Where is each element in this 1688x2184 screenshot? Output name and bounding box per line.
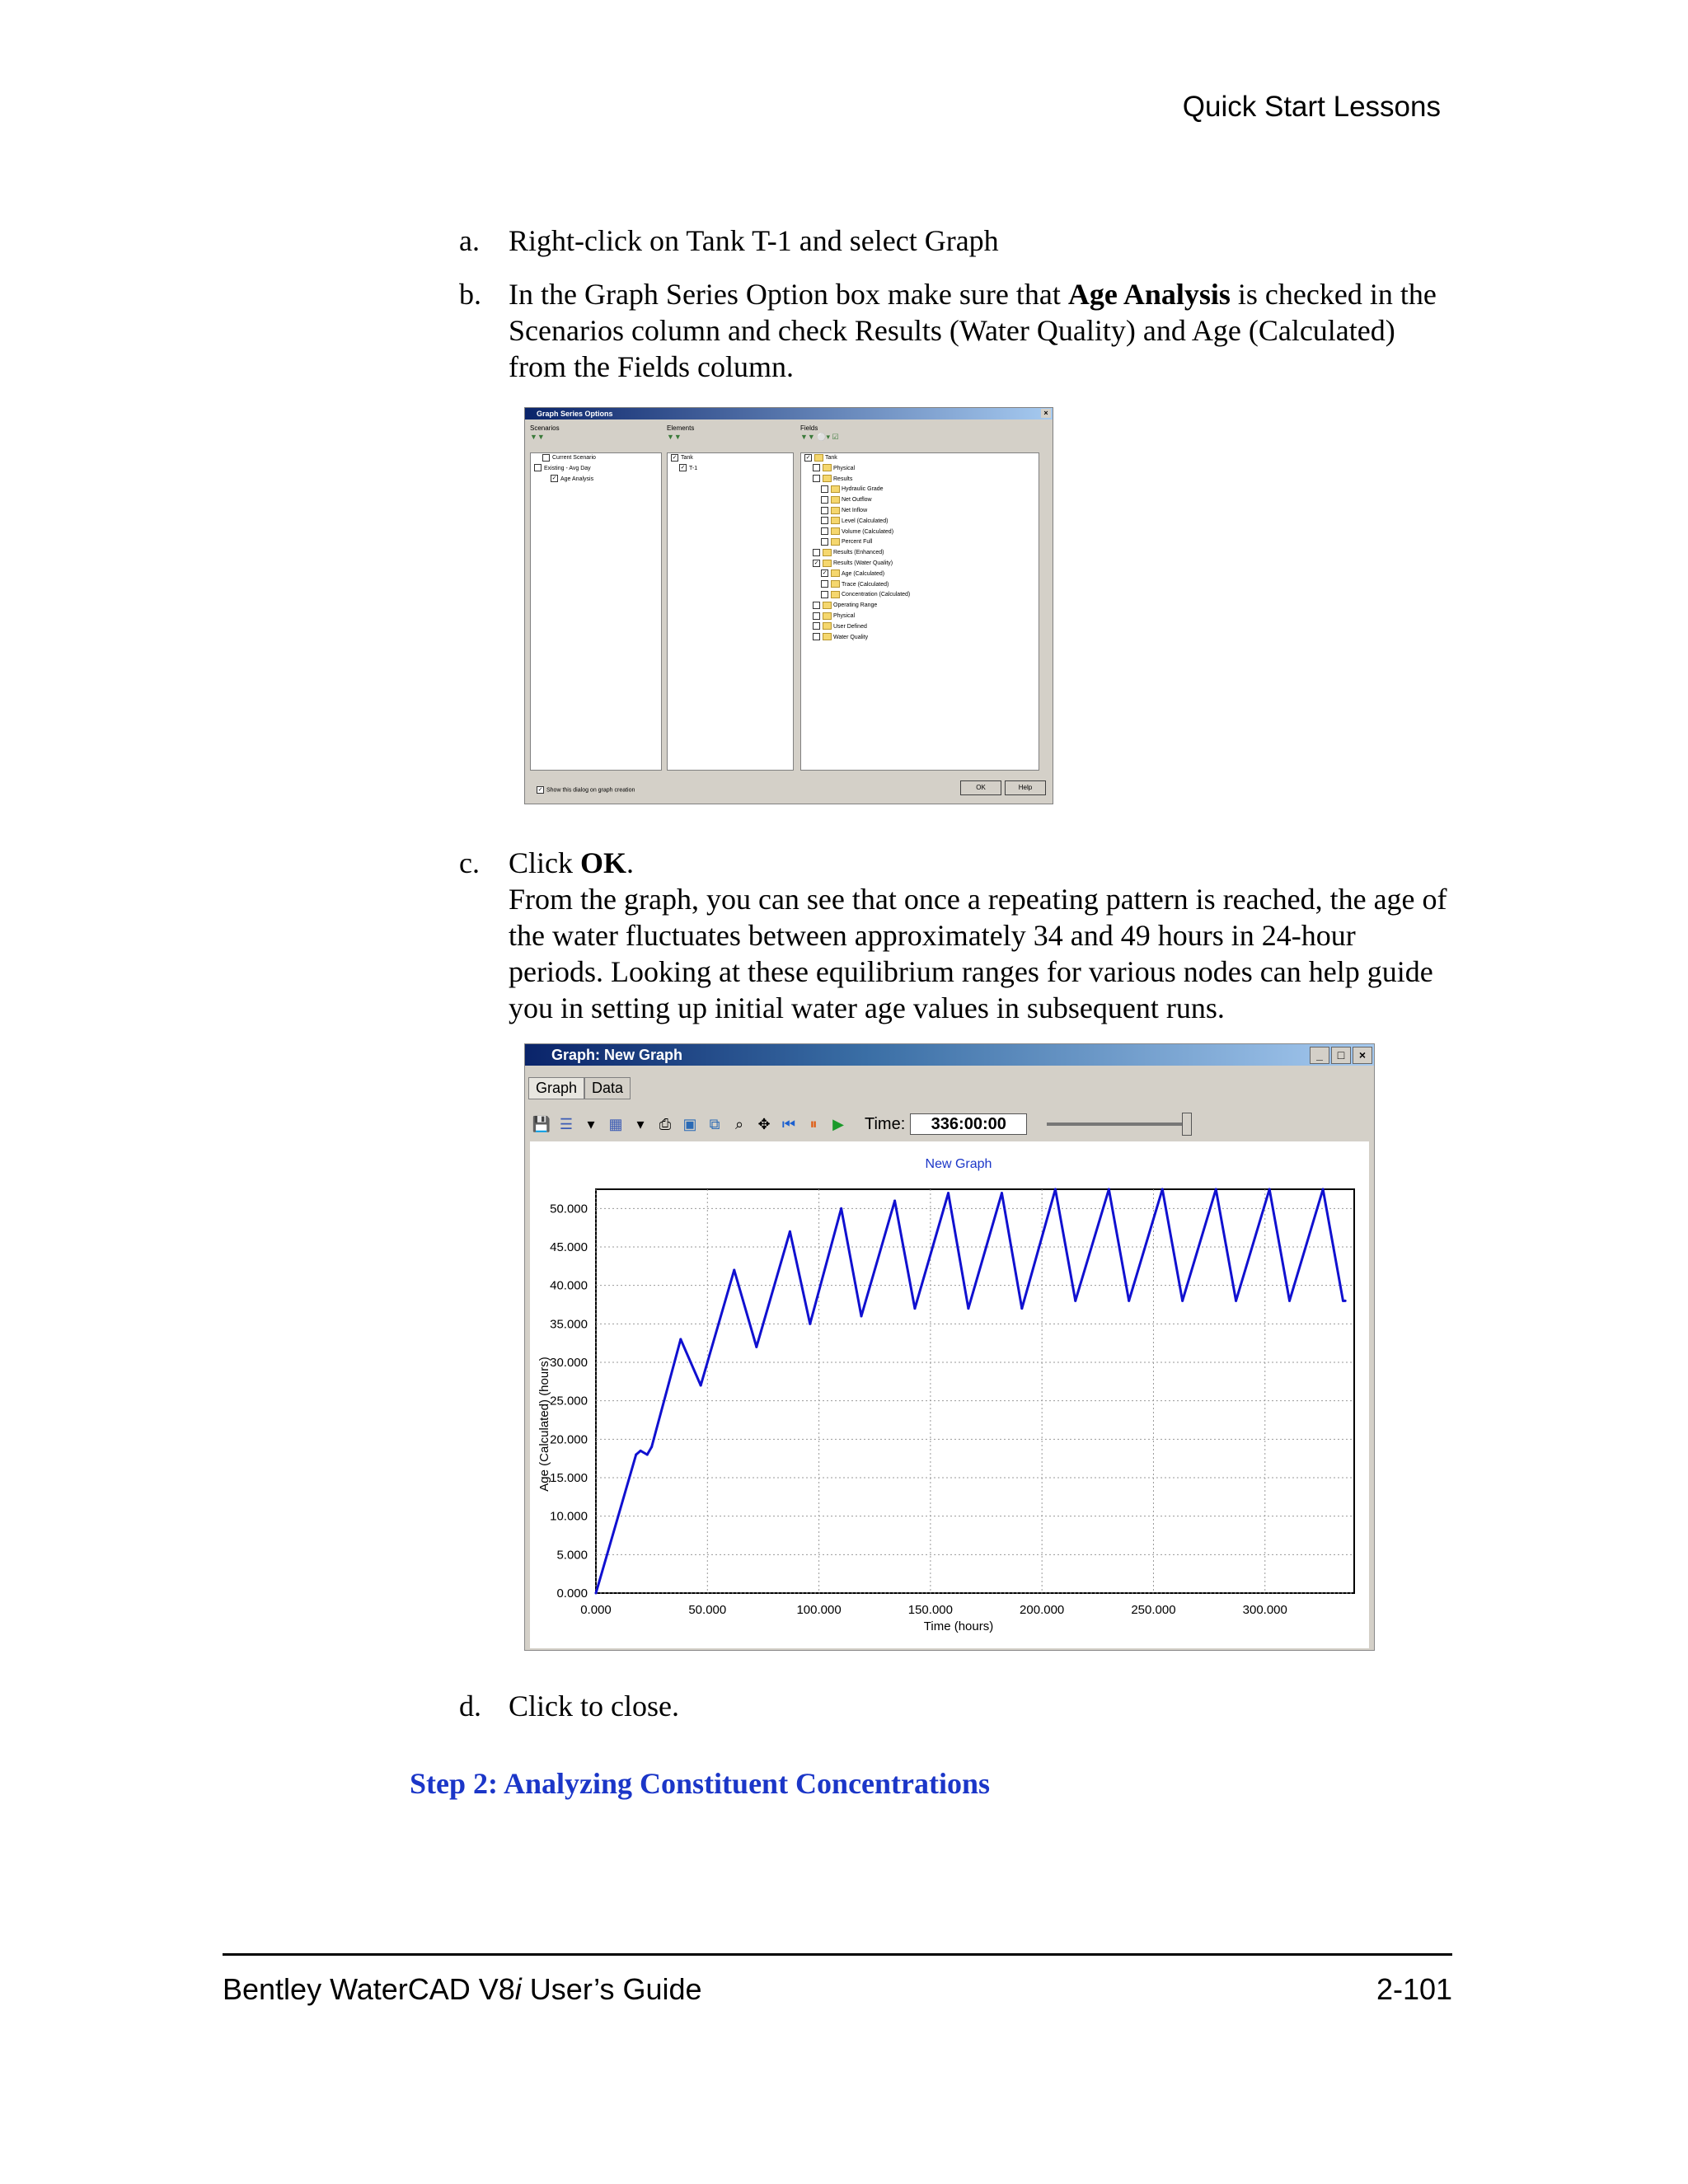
dialog-titlebar: [525, 408, 1053, 419]
data-point: [1108, 1188, 1110, 1191]
x-tick-label: 100.000: [796, 1603, 842, 1617]
tree-item-label: Existing - Avg Day: [544, 465, 591, 471]
folder-icon: [823, 549, 832, 556]
fields-label: Fields: [800, 424, 818, 432]
data-point: [1161, 1188, 1164, 1191]
y-tick-label: 50.000: [550, 1202, 588, 1216]
tree-item-label: Tank: [681, 455, 693, 461]
tree-item[interactable]: [801, 506, 1039, 517]
copy-icon[interactable]: ⧉: [709, 1116, 720, 1132]
tree-item-label: Net Outflow: [842, 497, 872, 504]
tree-item[interactable]: [531, 453, 661, 464]
checkbox[interactable]: [821, 580, 828, 588]
tree-item[interactable]: [668, 464, 793, 475]
data-point: [1001, 1192, 1003, 1194]
data-point: [700, 1385, 702, 1387]
page-header: Quick Start Lessons: [1182, 91, 1441, 123]
folder-icon: [831, 496, 840, 504]
tree-item-label: Hydraulic Grade: [842, 486, 884, 493]
folder-icon: [823, 475, 832, 482]
x-tick-label: 200.000: [1020, 1603, 1065, 1617]
step-label: b.: [459, 278, 481, 311]
zoom-icon[interactable]: ⌕: [734, 1116, 744, 1132]
graph-window: [524, 1043, 1375, 1651]
tree-item-label: Operating Range: [833, 602, 878, 609]
fields-list[interactable]: [800, 452, 1039, 771]
data-point: [1074, 1300, 1076, 1302]
tree-item[interactable]: [801, 517, 1039, 527]
data-point: [1344, 1300, 1347, 1302]
page-number: 2-101: [1376, 1972, 1453, 2006]
checked-checkbox[interactable]: ✓: [822, 570, 828, 577]
elements-list[interactable]: [667, 452, 794, 771]
y-tick-label: 45.000: [550, 1240, 588, 1254]
ok-emphasis: OK: [580, 846, 627, 879]
close-icon[interactable]: ×: [1353, 1047, 1372, 1064]
save-icon[interactable]: 💾: [532, 1116, 551, 1132]
y-tick-label: 15.000: [550, 1471, 588, 1485]
scenarios-list[interactable]: [530, 452, 662, 771]
tree-item[interactable]: [801, 475, 1039, 485]
checkbox[interactable]: [542, 454, 550, 462]
checkbox[interactable]: [813, 602, 820, 609]
chart-title: New Graph: [925, 1157, 992, 1171]
data-point: [1020, 1307, 1023, 1310]
step-text: Click OK. From the graph, you can see that once a repeating pattern is reached, the age of the water fluctuates between approximately 34 and 49 hours in 24-hour periods. Looking at these equilibrium ranges for various nodes can help guide you in setting up initial water age values in subsequent runs.: [509, 846, 1447, 1024]
checkbox[interactable]: [813, 612, 820, 620]
chart-settings-icon[interactable]: ▦: [608, 1116, 623, 1132]
fields-pane: [800, 424, 1039, 771]
step-text: Right-click on Tank T-1 and select Graph: [509, 224, 999, 257]
show-dialog-option[interactable]: [537, 786, 635, 794]
data-point: [595, 1592, 598, 1595]
checked-checkbox[interactable]: ✓: [805, 454, 811, 461]
tree-item-label: Results: [833, 476, 853, 482]
folder-icon: [831, 527, 840, 535]
data-point: [640, 1450, 642, 1452]
y-tick-label: 40.000: [550, 1278, 588, 1293]
checkbox[interactable]: [813, 622, 820, 630]
tree-item[interactable]: [801, 453, 1039, 464]
graph-window-title: Graph: New Graph: [551, 1047, 683, 1063]
dialog-title: Graph Series Options: [537, 410, 613, 418]
folder-icon: [831, 580, 840, 588]
tree-item[interactable]: [801, 527, 1039, 538]
graph-series-options-dialog: [524, 407, 1053, 804]
tree-item-label: Results (Water Quality): [833, 560, 893, 566]
tree-item-label: T-1: [689, 465, 698, 471]
age-analysis-emphasis: Age Analysis: [1067, 278, 1231, 311]
folder-icon: [831, 538, 840, 546]
data-point: [1054, 1188, 1057, 1191]
tree-item[interactable]: [801, 537, 1039, 548]
data-point: [1235, 1300, 1237, 1302]
data-point: [1215, 1188, 1217, 1191]
tree-item[interactable]: [801, 464, 1039, 475]
checked-checkbox[interactable]: ✓: [814, 560, 819, 566]
checkbox[interactable]: [821, 496, 828, 504]
scenarios-pane: [530, 424, 662, 771]
dropdown-arrow-icon[interactable]: ▾: [587, 1116, 595, 1132]
data-point: [1128, 1300, 1130, 1302]
plot-frame: [596, 1189, 1354, 1593]
tree-item-label: Results (Enhanced): [833, 550, 884, 556]
step-label: c.: [459, 846, 480, 879]
tree-item[interactable]: [801, 590, 1039, 601]
tree-item[interactable]: [801, 569, 1039, 580]
tree-item[interactable]: [801, 559, 1039, 569]
data-point: [733, 1269, 735, 1272]
tree-item[interactable]: [801, 580, 1039, 591]
folder-icon: [831, 485, 840, 493]
close-icon[interactable]: ×: [1041, 409, 1051, 418]
tree-item[interactable]: [801, 601, 1039, 612]
y-tick-label: 30.000: [550, 1356, 588, 1370]
time-field[interactable]: 336:00:00: [910, 1113, 1027, 1135]
section-heading: Step 2: Analyzing Constituent Concentrations: [410, 1767, 991, 1800]
step-text: In the Graph Series Option box make sure that Age Analysis is checked in the Scenarios column and check Results (Water Quality) and Age (Calculated) from the Fields column.: [509, 278, 1437, 383]
print-preview-icon[interactable]: ▣: [682, 1116, 697, 1132]
y-tick-label: 10.000: [550, 1509, 588, 1524]
checked-checkbox[interactable]: ✓: [551, 476, 557, 482]
pause-icon[interactable]: ⏸: [809, 1116, 818, 1132]
play-icon[interactable]: ▶: [832, 1116, 844, 1132]
data-point: [635, 1454, 637, 1456]
rewind-icon[interactable]: ⏮: [781, 1116, 796, 1132]
data-point: [1342, 1300, 1344, 1302]
data-point: [679, 1338, 682, 1341]
folder-icon: [831, 569, 840, 577]
folder-icon: [831, 591, 840, 598]
maximize-icon[interactable]: □: [1331, 1047, 1351, 1064]
minimize-icon[interactable]: _: [1310, 1047, 1329, 1064]
graph-toolbar: [532, 1110, 1367, 1138]
x-axis-label: Time (hours): [923, 1619, 994, 1633]
data-point: [1322, 1188, 1325, 1191]
ok-button[interactable]: OK: [960, 780, 1001, 795]
y-tick-label: 25.000: [550, 1394, 588, 1408]
data-point: [789, 1230, 791, 1233]
tree-item-label: Trace (Calculated): [842, 581, 889, 588]
filter-icon[interactable]: ▼▼ ⚪▾ ☑: [800, 433, 839, 441]
data-point: [650, 1446, 653, 1448]
data-point: [913, 1307, 916, 1310]
step-paragraph: From the graph, you can see that once a repeating pattern is reached, the age of the water fluctuates between approximately 34 and 49 hours in 24-hour periods. Looking at these equilibrium ranges for various nodes can help guide you in setting up initial water age values in subsequent runs.: [509, 883, 1447, 1024]
tab-data[interactable]: Data: [584, 1077, 631, 1099]
y-tick-label: 0.000: [556, 1586, 588, 1601]
checkbox[interactable]: [821, 538, 828, 546]
x-tick-label: 150.000: [907, 1603, 953, 1617]
checkbox[interactable]: [813, 464, 820, 471]
data-point: [1288, 1300, 1291, 1302]
tree-item[interactable]: [801, 612, 1039, 622]
footer-title: Bentley WaterCAD V8i User’s Guide: [223, 1972, 702, 2006]
filter-icon[interactable]: ▼▼: [530, 433, 545, 441]
data-point: [1268, 1188, 1271, 1191]
time-label: Time:: [865, 1114, 906, 1133]
tree-item-label: Age (Calculated): [842, 570, 885, 577]
checked-checkbox[interactable]: ✓: [672, 454, 678, 461]
show-dialog-label: Show this dialog on graph creation: [546, 787, 635, 794]
checked-checkbox[interactable]: ✓: [680, 465, 686, 471]
folder-icon: [823, 560, 832, 567]
tree-item-label: Physical: [833, 465, 856, 471]
x-tick-label: 0.000: [580, 1603, 612, 1617]
folder-icon: [823, 612, 832, 620]
x-tick-label: 50.000: [688, 1603, 727, 1617]
data-point: [1181, 1300, 1184, 1302]
data-point: [809, 1323, 811, 1325]
y-tick-label: 35.000: [550, 1317, 588, 1332]
checkbox[interactable]: [821, 527, 828, 535]
y-tick-label: 20.000: [550, 1432, 588, 1447]
chart-area: [530, 1141, 1369, 1648]
tree-item[interactable]: [668, 453, 793, 464]
checkbox[interactable]: [813, 549, 820, 556]
tree-item-label: Age Analysis: [560, 476, 594, 482]
folder-icon: [814, 454, 823, 462]
tab-graph[interactable]: Graph: [528, 1077, 584, 1099]
checkbox[interactable]: [821, 517, 828, 524]
data-point: [967, 1307, 969, 1310]
tree-item[interactable]: [801, 633, 1039, 644]
tree-item-label: Concentration (Calculated): [842, 592, 911, 598]
tree-item-label: Physical: [833, 612, 856, 619]
tree-item[interactable]: [801, 495, 1039, 506]
tree-item-label: Net Inflow: [842, 507, 868, 513]
step-label: a.: [459, 224, 480, 257]
folder-icon: [823, 633, 832, 640]
print-icon[interactable]: ⎙: [659, 1116, 672, 1132]
tree-item[interactable]: [531, 464, 661, 475]
data-point: [840, 1207, 842, 1210]
data-point: [755, 1346, 757, 1348]
folder-icon: [823, 602, 832, 609]
series-options-icon[interactable]: ☰: [559, 1116, 574, 1132]
step-text: Click to close.: [509, 1690, 679, 1722]
dropdown-arrow-icon[interactable]: ▾: [636, 1116, 645, 1132]
help-button[interactable]: Help: [1005, 780, 1046, 795]
y-axis-label: Age (Calculated) (hours): [537, 1357, 551, 1492]
scenarios-label: Scenarios: [530, 424, 560, 432]
checkbox[interactable]: [821, 485, 828, 493]
elements-pane: [667, 424, 794, 771]
tree-item-label: User Defined: [833, 623, 867, 630]
tree-item-label: Volume (Calculated): [842, 528, 894, 535]
tree-item[interactable]: [801, 485, 1039, 495]
age-chart: [530, 1141, 1369, 1646]
x-tick-label: 300.000: [1242, 1603, 1287, 1617]
data-point: [646, 1454, 649, 1456]
data-point: [893, 1200, 896, 1202]
graph-window-titlebar: [525, 1044, 1374, 1066]
checkbox[interactable]: [821, 507, 828, 514]
time-slider[interactable]: [1047, 1122, 1187, 1126]
tree-item-label: Tank: [825, 455, 837, 461]
checkbox[interactable]: [534, 464, 542, 471]
pan-icon[interactable]: ✥: [757, 1116, 771, 1132]
tree-item[interactable]: [801, 548, 1039, 559]
footer-divider: [223, 1953, 1452, 1956]
tree-item-label: Current Scenario: [552, 455, 596, 461]
data-point: [947, 1192, 950, 1194]
step-label: d.: [459, 1690, 481, 1722]
folder-icon: [831, 517, 840, 524]
data-point: [860, 1315, 863, 1318]
folder-icon: [823, 464, 832, 471]
elements-label: Elements: [667, 424, 695, 432]
checkbox[interactable]: [813, 633, 820, 640]
folder-icon: [831, 507, 840, 514]
tree-item-label: Water Quality: [833, 634, 869, 640]
filter-icon[interactable]: ▼▼: [667, 433, 682, 441]
tree-item[interactable]: [531, 475, 661, 485]
folder-icon: [823, 622, 832, 630]
checkbox[interactable]: [813, 475, 820, 482]
tree-item-label: Percent Full: [842, 539, 873, 546]
y-tick-label: 5.000: [556, 1548, 588, 1563]
tree-item-label: Level (Calculated): [842, 518, 889, 524]
x-tick-label: 250.000: [1131, 1603, 1176, 1617]
time-slider-thumb[interactable]: [1182, 1113, 1192, 1136]
checkbox[interactable]: [821, 591, 828, 598]
show-dialog-checkbox[interactable]: ✓: [537, 787, 543, 793]
tree-item[interactable]: [801, 622, 1039, 633]
